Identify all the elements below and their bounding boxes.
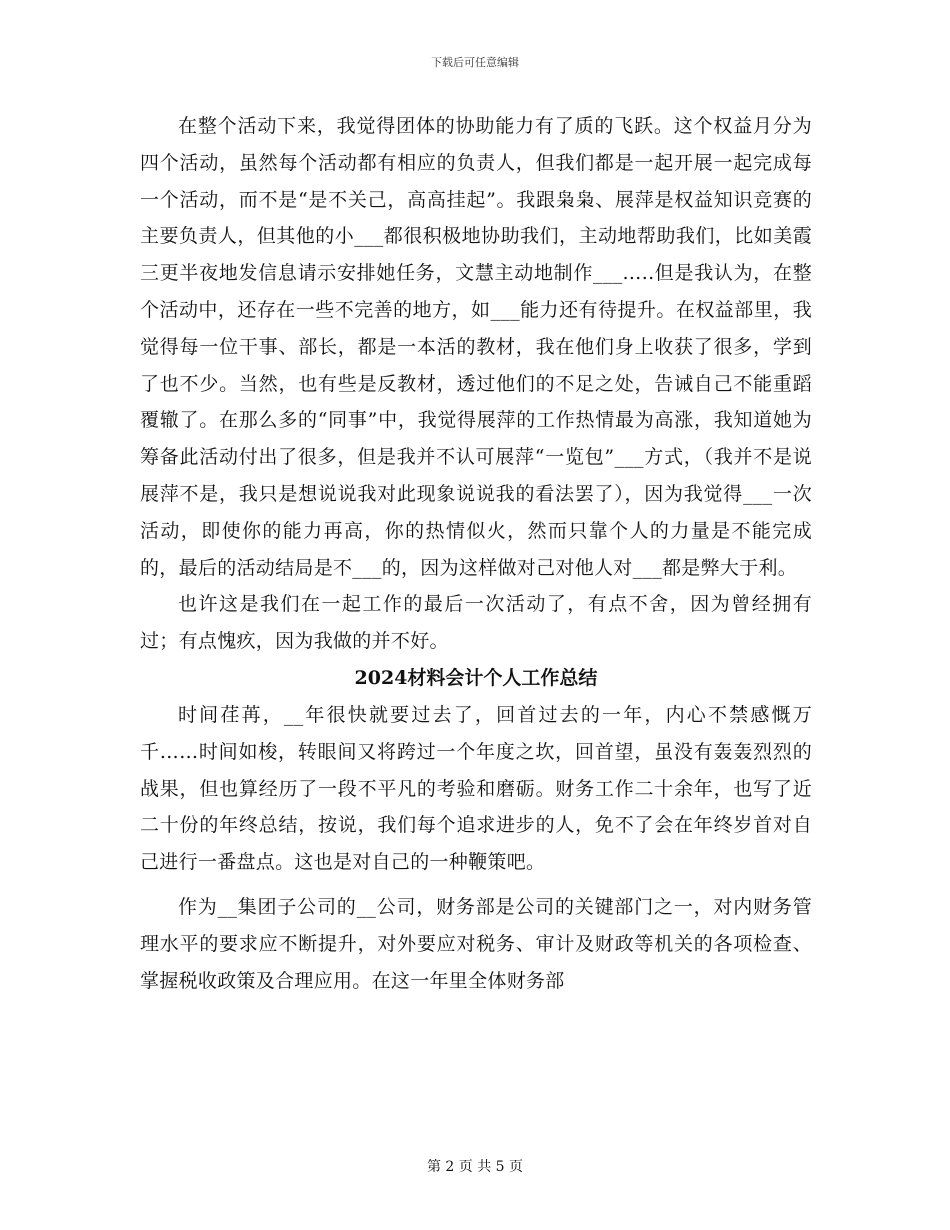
paragraph: 也许这是我们在一起工作的最后一次活动了，有点不舍，因为曾经拥有过；有点愧疚，因为我做的并不好。 xyxy=(140,593,812,653)
paragraph: 作为__集团子公司的__公司，财务部是公司的关键部门之一，对内财务管理水平的要求应不断提升，对外要应对税务、审计及财政等机关的各项检查、掌握税收政策及合理应用。在这一年里全体财务部 xyxy=(140,895,812,992)
page-header-note: 下载后可任意编辑 xyxy=(431,56,519,69)
document-body xyxy=(140,108,812,999)
section-title: 2024材料会计个人工作总结 xyxy=(354,666,598,689)
page-number-footer: 第 2 页 共 5 页 xyxy=(426,1159,524,1175)
paragraph: 时间荏苒，__年很快就要过去了，回首过去的一年，内心不禁感慨万千……时间如梭，转眼间又将跨过一个年度之坎，回首望，虽没有轰轰烈烈的战果，但也算经历了一段不平凡的考验和磨砺。财务工作二十余年，也写了近二十份的年终总结，按说，我们每个追求进步的人，免不了会在年终岁首对自己进行一番盘点。这也是对自己的一种鞭策吧。 xyxy=(140,703,812,874)
paragraph: 在整个活动下来，我觉得团体的协助能力有了质的飞跃。这个权益月分为四个活动，虽然每个活动都有相应的负责人，但我们都是一起开展一起完成每一个活动，而不是“是不关己，高高挂起”。我跟枭枭、展萍是权益知识竞赛的主要负责人，但其他的小___都很积极地协助我们，主动地帮助我们，比如美霞三更半夜地发信息请示安排她任务，文慧主动地制作___…..但是我认为，在整个活动中，还存在一些不完善的地方，如___能力还有待提升。在权益部里，我觉得每一位干事、部长，都是一本活的教材，我在他们身上收获了很多，学到了也不少。当然，也有些是反教材，透过他们的不足之处，告诫自己不能重蹈覆辙了。在那么多的“同事”中，我觉得展萍的工作热情最为高涨，我知道她为筹备此活动付出了很多，但是我并不认可展萍“一览包”___方式，（我并不是说展萍不是，我只是想说说我对此现象说说我的看法罢了），因为我觉得___一次活动，即使你的能力再高，你的热情似火，然而只靠个人的力量是不能完成的，最后的活动结局是不___的，因为这样做对己对他人对___都是弊大于利。 xyxy=(140,115,812,579)
